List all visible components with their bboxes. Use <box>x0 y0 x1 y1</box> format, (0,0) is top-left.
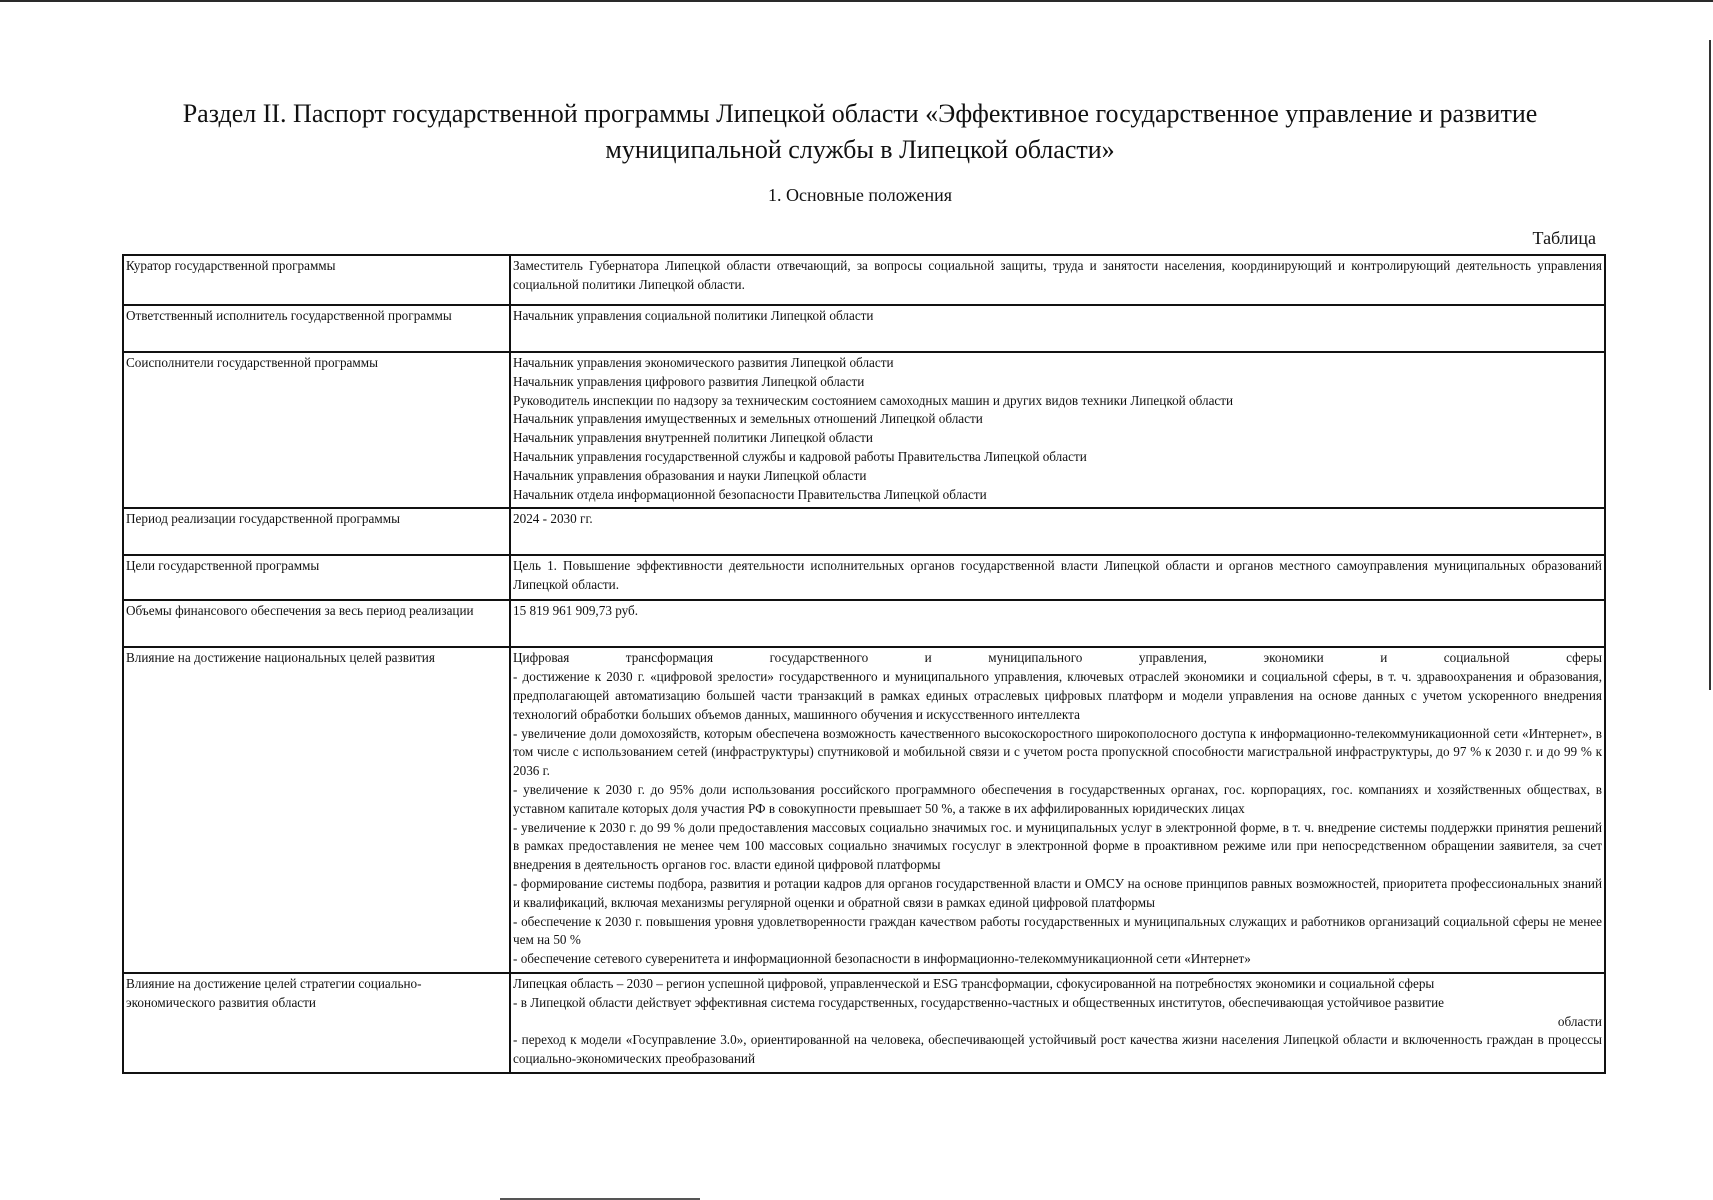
list-item: Начальник управления образования и науки Липецкой области <box>513 467 867 483</box>
row-label: Влияние на достижение национальных целей развития <box>123 647 510 973</box>
table-row-co-executors <box>123 352 1605 508</box>
table-row-goals <box>123 555 1605 600</box>
row-value: Цель 1. Повышение эффективности деятельности исполнительных органов государственной власти Липецкой области и органов местного самоуправления муниципальных образований Липецкой области. <box>510 555 1605 600</box>
list-item: - в Липецкой области действует эффективная система государственных, государственно-частных и общественных институтов, обеспечивающая устойчивое развитие <box>513 994 1445 1010</box>
table-row-strategy <box>123 973 1605 1073</box>
list-item-tail: области <box>1557 1013 1602 1029</box>
list-item: - обеспечение к 2030 г. повышения уровня удовлетворенности граждан качеством работы государственных и муниципальных служащих и работников организаций социальной сферы не менее чем на 50 % <box>513 913 1602 948</box>
row-value-list <box>510 352 1605 508</box>
list-item: Начальник управления имущественных и земельных отношений Липецкой области <box>513 411 983 427</box>
table-row-financing <box>123 600 1605 647</box>
list-item: - достижение к 2030 г. «цифровой зрелости» государственного и муниципального управления, ключевых отраслей экономики и социальной сферы, в т. ч. здравоохранения и образования, предполагающей автоматизацию большей части транзакций в рамках единых отраслевых цифровых платформ и модели управления на основе данных с учетом ускоренного внедрения технологий обработки больших объемов данных, машинного обучения и искусственного интеллекта <box>513 669 1602 722</box>
row-label: Ответственный исполнитель государственной программы <box>123 305 510 352</box>
table-caption: Таблица <box>1532 228 1596 248</box>
row-label: Влияние на достижение целей стратегии социально-экономического развития области <box>123 973 510 1073</box>
table-row-curator <box>123 255 1605 305</box>
row-value: 2024 - 2030 гг. <box>510 508 1605 555</box>
row-label: Куратор государственной программы <box>123 255 510 305</box>
list-item: Начальник управления государственной службы и кадровой работы Правительства Липецкой области <box>513 448 1087 464</box>
list-item: Начальник отдела информационной безопасности Правительства Липецкой области <box>513 486 987 502</box>
row-label: Соисполнители государственной программы <box>123 352 510 508</box>
passport-table <box>122 254 1606 1074</box>
row-label: Период реализации государственной программы <box>123 508 510 555</box>
scan-top-border <box>0 0 1713 2</box>
row-value-list <box>510 973 1605 1073</box>
row-value: Начальник управления социальной политики Липецкой области <box>510 305 1605 352</box>
table-row-national-goals <box>123 647 1605 973</box>
list-item: - переход к модели «Госуправление 3.0», ориентированной на человека, обеспечивающей устойчивый рост качества жизни населения Липецкой области и включенность граждан в процессы социально-экономических преобразований <box>513 1032 1602 1067</box>
list-item: Начальник управления внутренней политики Липецкой области <box>513 430 873 446</box>
list-item: Начальник управления экономического развития Липецкой области <box>513 355 894 370</box>
row-value: 15 819 961 909,73 руб. <box>510 600 1605 647</box>
table-row-responsible <box>123 305 1605 352</box>
row-value-list <box>510 647 1605 973</box>
list-heading: Цифровая трансформация государственного и муниципального управления, экономики и социальной сферы <box>513 650 1602 666</box>
list-item: Руководитель инспекции по надзору за техническим состоянием самоходных машин и других видов техники Липецкой области <box>513 392 1234 408</box>
list-heading: Липецкая область – 2030 – регион успешной цифровой, управленческой и ESG трансформации, сфокусированной на потребностях экономики и социальной сферы <box>513 975 1435 991</box>
row-label: Объемы финансового обеспечения за весь период реализации <box>123 600 510 647</box>
page-title: Раздел II. Паспорт государственной программы Липецкой области «Эффективное государственное управление и развитие муниципальной службы в Липецкой области» <box>182 99 1538 164</box>
list-item: - формирование системы подбора, развития и ротации кадров для органов государственной власти и ОМСУ на основе принципов равных возможностей, приоритета профессиональных знаний и квалификаций, включая механизмы регулярной оценки и обратной связи в рамках единой цифровой платформы <box>513 875 1602 910</box>
list-item: Начальник управления цифрового развития Липецкой области <box>513 373 865 389</box>
scan-right-border <box>1709 40 1711 690</box>
row-label: Цели государственной программы <box>123 555 510 600</box>
section-subtitle: 1. Основные положения <box>768 185 952 205</box>
list-item: - увеличение доли домохозяйств, которым обеспечена возможность качественного высокоскоростного широкополосного доступа к информационно-телекоммуникационной сети «Интернет», в том числе с использованием сетей (инфраструктуры) спутниковой и мобильной связи и с учетом роста пропускной способности магистральной инфраструктуры, до 97 % к 2030 г. и до 99 % к 2036 г. <box>513 725 1602 779</box>
list-item: - обеспечение сетевого суверенитета и информационной безопасности в информационно-телекоммуникационной сети «Интернет» <box>513 951 1251 967</box>
row-value: Заместитель Губернатора Липецкой области отвечающий, за вопросы социальной защиты, труда и занятости населения, координирующий и контролирующий деятельность управления социальной политики Липецкой области. <box>510 255 1605 305</box>
list-item: - увеличение к 2030 г. до 99 % доли предоставления массовых социально значимых гос. и муниципальных услуг в электронной форме, в т. ч. внедрение системы поддержки принятия решений в рамках предоставления не менее чем 100 массовых социально значимых госуслуг в электронной форме в проактивном режиме или при непосредственном обращении заявителя, за счет внедрения в деятельность органов гос. власти единой цифровой платформы <box>513 819 1602 873</box>
table-row-period <box>123 508 1605 555</box>
list-item: - увеличение к 2030 г. до 95% доли использования российского программного обеспечения в государственных органах, гос. корпорациях, гос. компаниях и хозяйственных обществах, в уставном капитале которых доля участия РФ в совокупности превышает 50 %, а также в их аффилированных юридических лицах <box>513 781 1602 816</box>
